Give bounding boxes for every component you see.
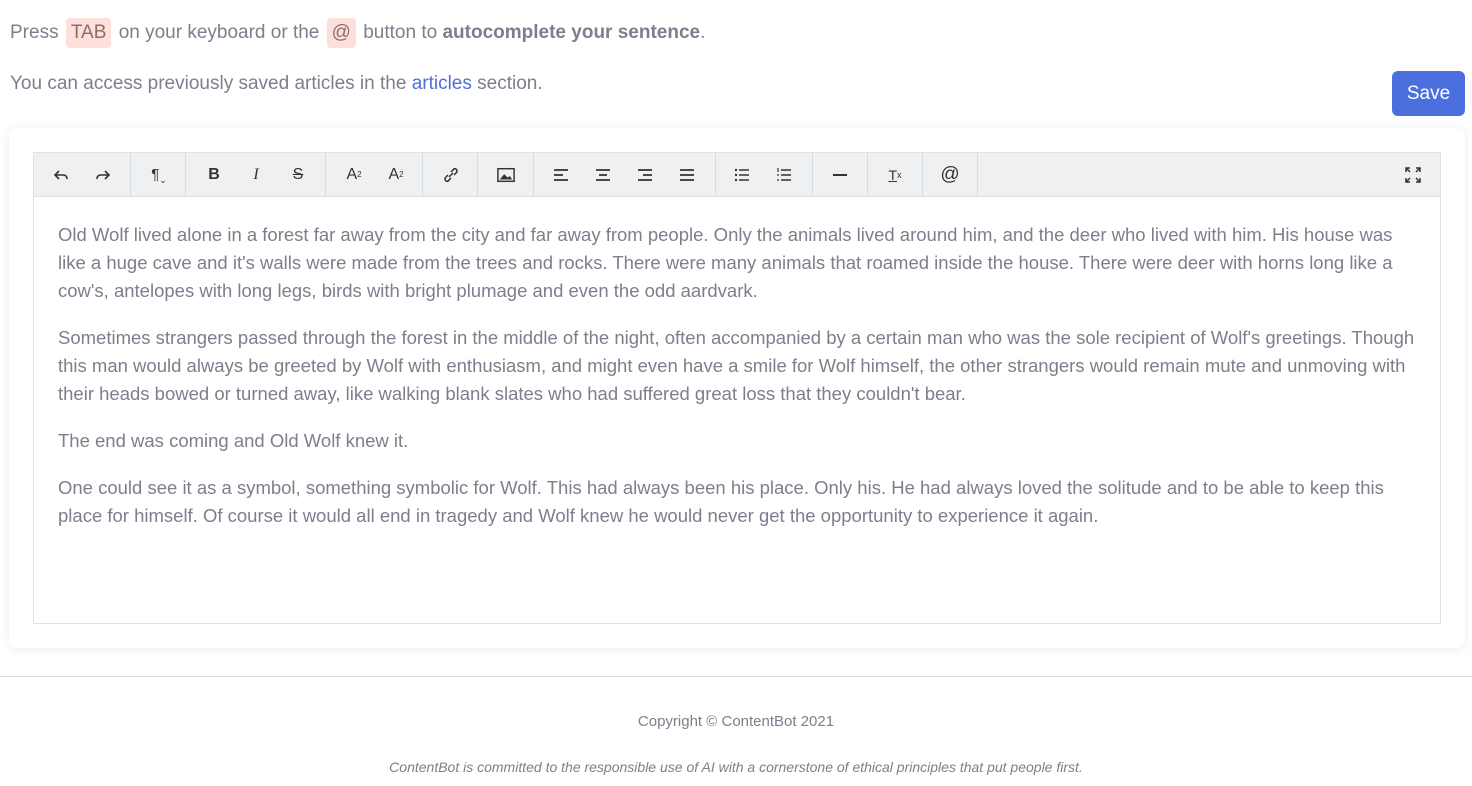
link-icon[interactable] xyxy=(430,153,472,196)
autocomplete-hint xyxy=(10,18,705,48)
bullet-list-icon[interactable] xyxy=(721,153,763,196)
paragraph: The end was coming and Old Wolf knew it. xyxy=(58,430,409,451)
undo-icon[interactable] xyxy=(40,153,82,196)
rich-text-editor xyxy=(33,152,1441,624)
redo-icon[interactable] xyxy=(82,153,124,196)
image-icon[interactable] xyxy=(485,153,527,196)
articles-link[interactable]: articles xyxy=(411,73,472,94)
hint-mid: on your keyboard or the xyxy=(118,22,320,43)
paragraph: One could see it as a symbol, something symbolic for Wolf. This had always been his place. Only his. He had always loved the solitude and to be able to keep this place for himself. Of course it would all end in tragedy and Wolf knew he would never get the opportunity to experience it again. xyxy=(58,477,1384,526)
editor-toolbar xyxy=(34,153,1440,197)
horizontal-rule-icon[interactable] xyxy=(819,153,861,196)
numbered-list-icon[interactable] xyxy=(763,153,805,196)
align-justify-icon[interactable] xyxy=(666,153,708,196)
hint-end: . xyxy=(700,22,706,43)
align-left-icon[interactable] xyxy=(540,153,582,196)
align-center-icon[interactable] xyxy=(582,153,624,196)
bold-icon[interactable]: B xyxy=(208,165,220,183)
hint-press: Press xyxy=(10,22,59,43)
articles-hint-end: section. xyxy=(477,73,543,94)
editor-content[interactable] xyxy=(58,221,1418,549)
hint-bold: autocomplete your sentence xyxy=(442,22,701,43)
paragraph-format-icon[interactable]: ¶ ⌄ xyxy=(151,166,167,185)
footer-divider xyxy=(0,676,1472,677)
clear-formatting-icon[interactable]: T x xyxy=(888,166,902,183)
editor-card xyxy=(9,128,1465,648)
at-key-badge: @ xyxy=(327,18,356,48)
strikethrough-icon[interactable]: S xyxy=(292,165,304,183)
paragraph: Old Wolf lived alone in a forest far away from the city and far away from people. Only the animals lived around him, and the deer who lived with him. His house was like a huge cave and it's walls were made from the trees and rocks. There were many animals that roamed inside the house. There were deer with horns long like a cow's, antelopes with long legs, birds with bright plumage and even the odd aardvark. xyxy=(58,224,1393,301)
fullscreen-icon[interactable] xyxy=(1392,153,1434,196)
articles-hint-start: You can access previously saved articles in the xyxy=(10,73,407,94)
superscript-icon[interactable]: A 2 xyxy=(346,165,362,183)
copyright: Copyright © ContentBot 2021 xyxy=(637,713,835,730)
align-right-icon[interactable] xyxy=(624,153,666,196)
subscript-icon[interactable]: A 2 xyxy=(388,165,404,183)
save-button[interactable]: Save xyxy=(1392,71,1465,116)
hint-button: button to xyxy=(363,22,438,43)
italic-icon[interactable]: I xyxy=(253,165,259,183)
tab-key-badge: TAB xyxy=(66,18,112,48)
paragraph: Sometimes strangers passed through the forest in the middle of the night, often accompanied by a certain man who was the sole recipient of Wolf's greetings. Though this man would always be greeted by Wolf with enthusiasm, and might even have a smile for Wolf himself, the other strangers would remain mute and unmoving with their heads bowed or turned away, like walking blank slates who had suffered great loss that they couldn't bear. xyxy=(58,327,1415,404)
articles-hint xyxy=(10,70,543,98)
mention-icon[interactable]: @ xyxy=(940,163,960,185)
tagline: ContentBot is committed to the responsible use of AI with a cornerstone of ethical principles that put people first. xyxy=(389,759,1083,775)
